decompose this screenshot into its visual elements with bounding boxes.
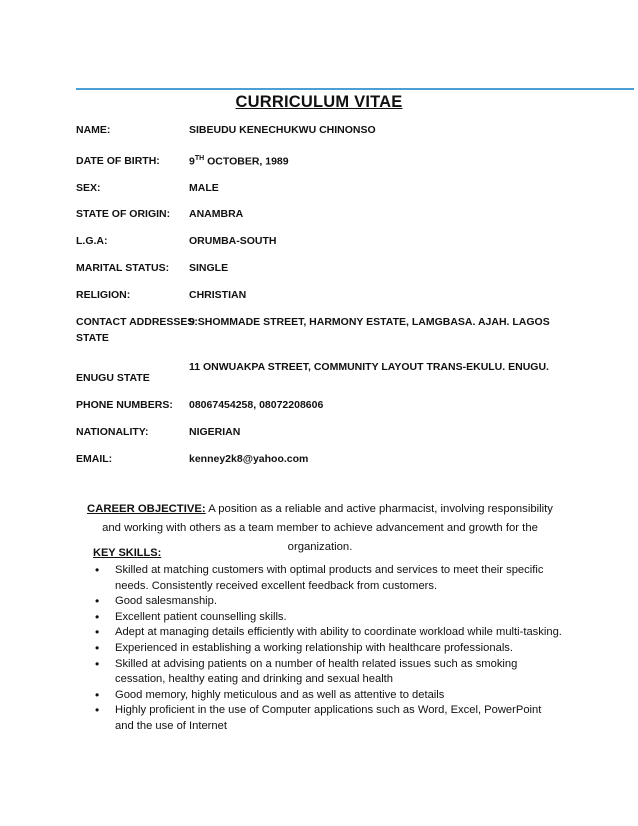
field-nationality-label: NATIONALITY: (76, 426, 149, 438)
field-lga-label: L.G.A: (76, 235, 108, 247)
field-sex-label: SEX: (76, 182, 101, 194)
field-name-value: SIBEUDU KENECHUKWU CHINONSO (189, 124, 376, 136)
field-lga-value: ORUMBA-SOUTH (189, 235, 277, 247)
field-name-label: NAME: (76, 124, 111, 136)
list-item: • Highly proficient in the use of Computer applications such as Word, Excel, PowerPoint and the use of Internet (95, 703, 542, 732)
field-email-value: kenney2k8@yahoo.com (189, 453, 309, 465)
list-item: • Good salesmanship. (95, 594, 217, 609)
bullet-icon: • (95, 625, 100, 640)
field-phone-label: PHONE NUMBERS: (76, 399, 173, 411)
key-skills-list (93, 563, 563, 735)
bullet-icon: • (95, 703, 100, 718)
contact-address-1: 9 SHOMMADE STREET, HARMONY ESTATE, LAMGBASA. AJAH. LAGOS (189, 316, 550, 328)
bullet-icon: • (95, 609, 100, 624)
career-objective-text: A position as a reliable and active pharmacist, involving responsibility and working with others as a team member to achieve advancement and growth for the organization. (102, 503, 553, 553)
bullet-icon: • (95, 594, 100, 609)
top-divider (76, 88, 634, 90)
bullet-icon: • (95, 656, 100, 671)
field-dob-label: DATE OF BIRTH: (76, 155, 160, 167)
contact-address-2: 11 ONWUAKPA STREET, COMMUNITY LAYOUT TRANS-EKULU. ENUGU. (189, 361, 549, 373)
list-item: • Good memory, highly meticulous and as well as attentive to details (95, 687, 445, 702)
bullet-icon: • (95, 687, 100, 702)
page-title: CURRICULUM VITAE (235, 93, 403, 111)
bullet-icon: • (95, 563, 100, 577)
contact-address-1-cont: STATE (76, 332, 109, 344)
field-religion-value: CHRISTIAN (189, 289, 247, 301)
field-religion-label: RELIGION: (76, 289, 131, 301)
field-marital-label: MARITAL STATUS: (76, 262, 170, 274)
bullet-icon: • (95, 640, 100, 655)
key-skills-heading: KEY SKILLS: (93, 547, 162, 559)
field-state-label: STATE OF ORIGIN: (76, 208, 171, 220)
list-item: • Skilled at matching customers with optimal products and services to meet their specific needs. Consistently received excellent feedback from customers. (95, 563, 544, 592)
contact-label: CONTACT ADDRESSES: (76, 316, 198, 328)
field-sex-value: MALE (189, 182, 219, 194)
field-marital-value: SINGLE (189, 262, 229, 274)
list-item: • Adept at managing details efficiently with ability to coordinate workload while multi-tasking. (95, 625, 562, 640)
field-email-label: EMAIL: (76, 453, 113, 465)
field-dob-value: 9TH OCTOBER, 1989 (189, 155, 289, 168)
career-objective-heading: CAREER OBJECTIVE: (87, 503, 206, 515)
field-phone-value: 08067454258, 08072208606 (189, 399, 324, 411)
list-item: • Skilled at advising patients on a number of health related issues such as smoking cessation, healthy eating and drinking and sexual health (95, 656, 518, 686)
list-item: • Experienced in establishing a working relationship with healthcare professionals. (95, 640, 514, 655)
contact-address-2-cont: ENUGU STATE (76, 372, 150, 384)
list-item: • Excellent patient counselling skills. (95, 609, 287, 624)
field-state-value: ANAMBRA (189, 208, 244, 220)
field-nationality-value: NIGERIAN (189, 426, 241, 438)
